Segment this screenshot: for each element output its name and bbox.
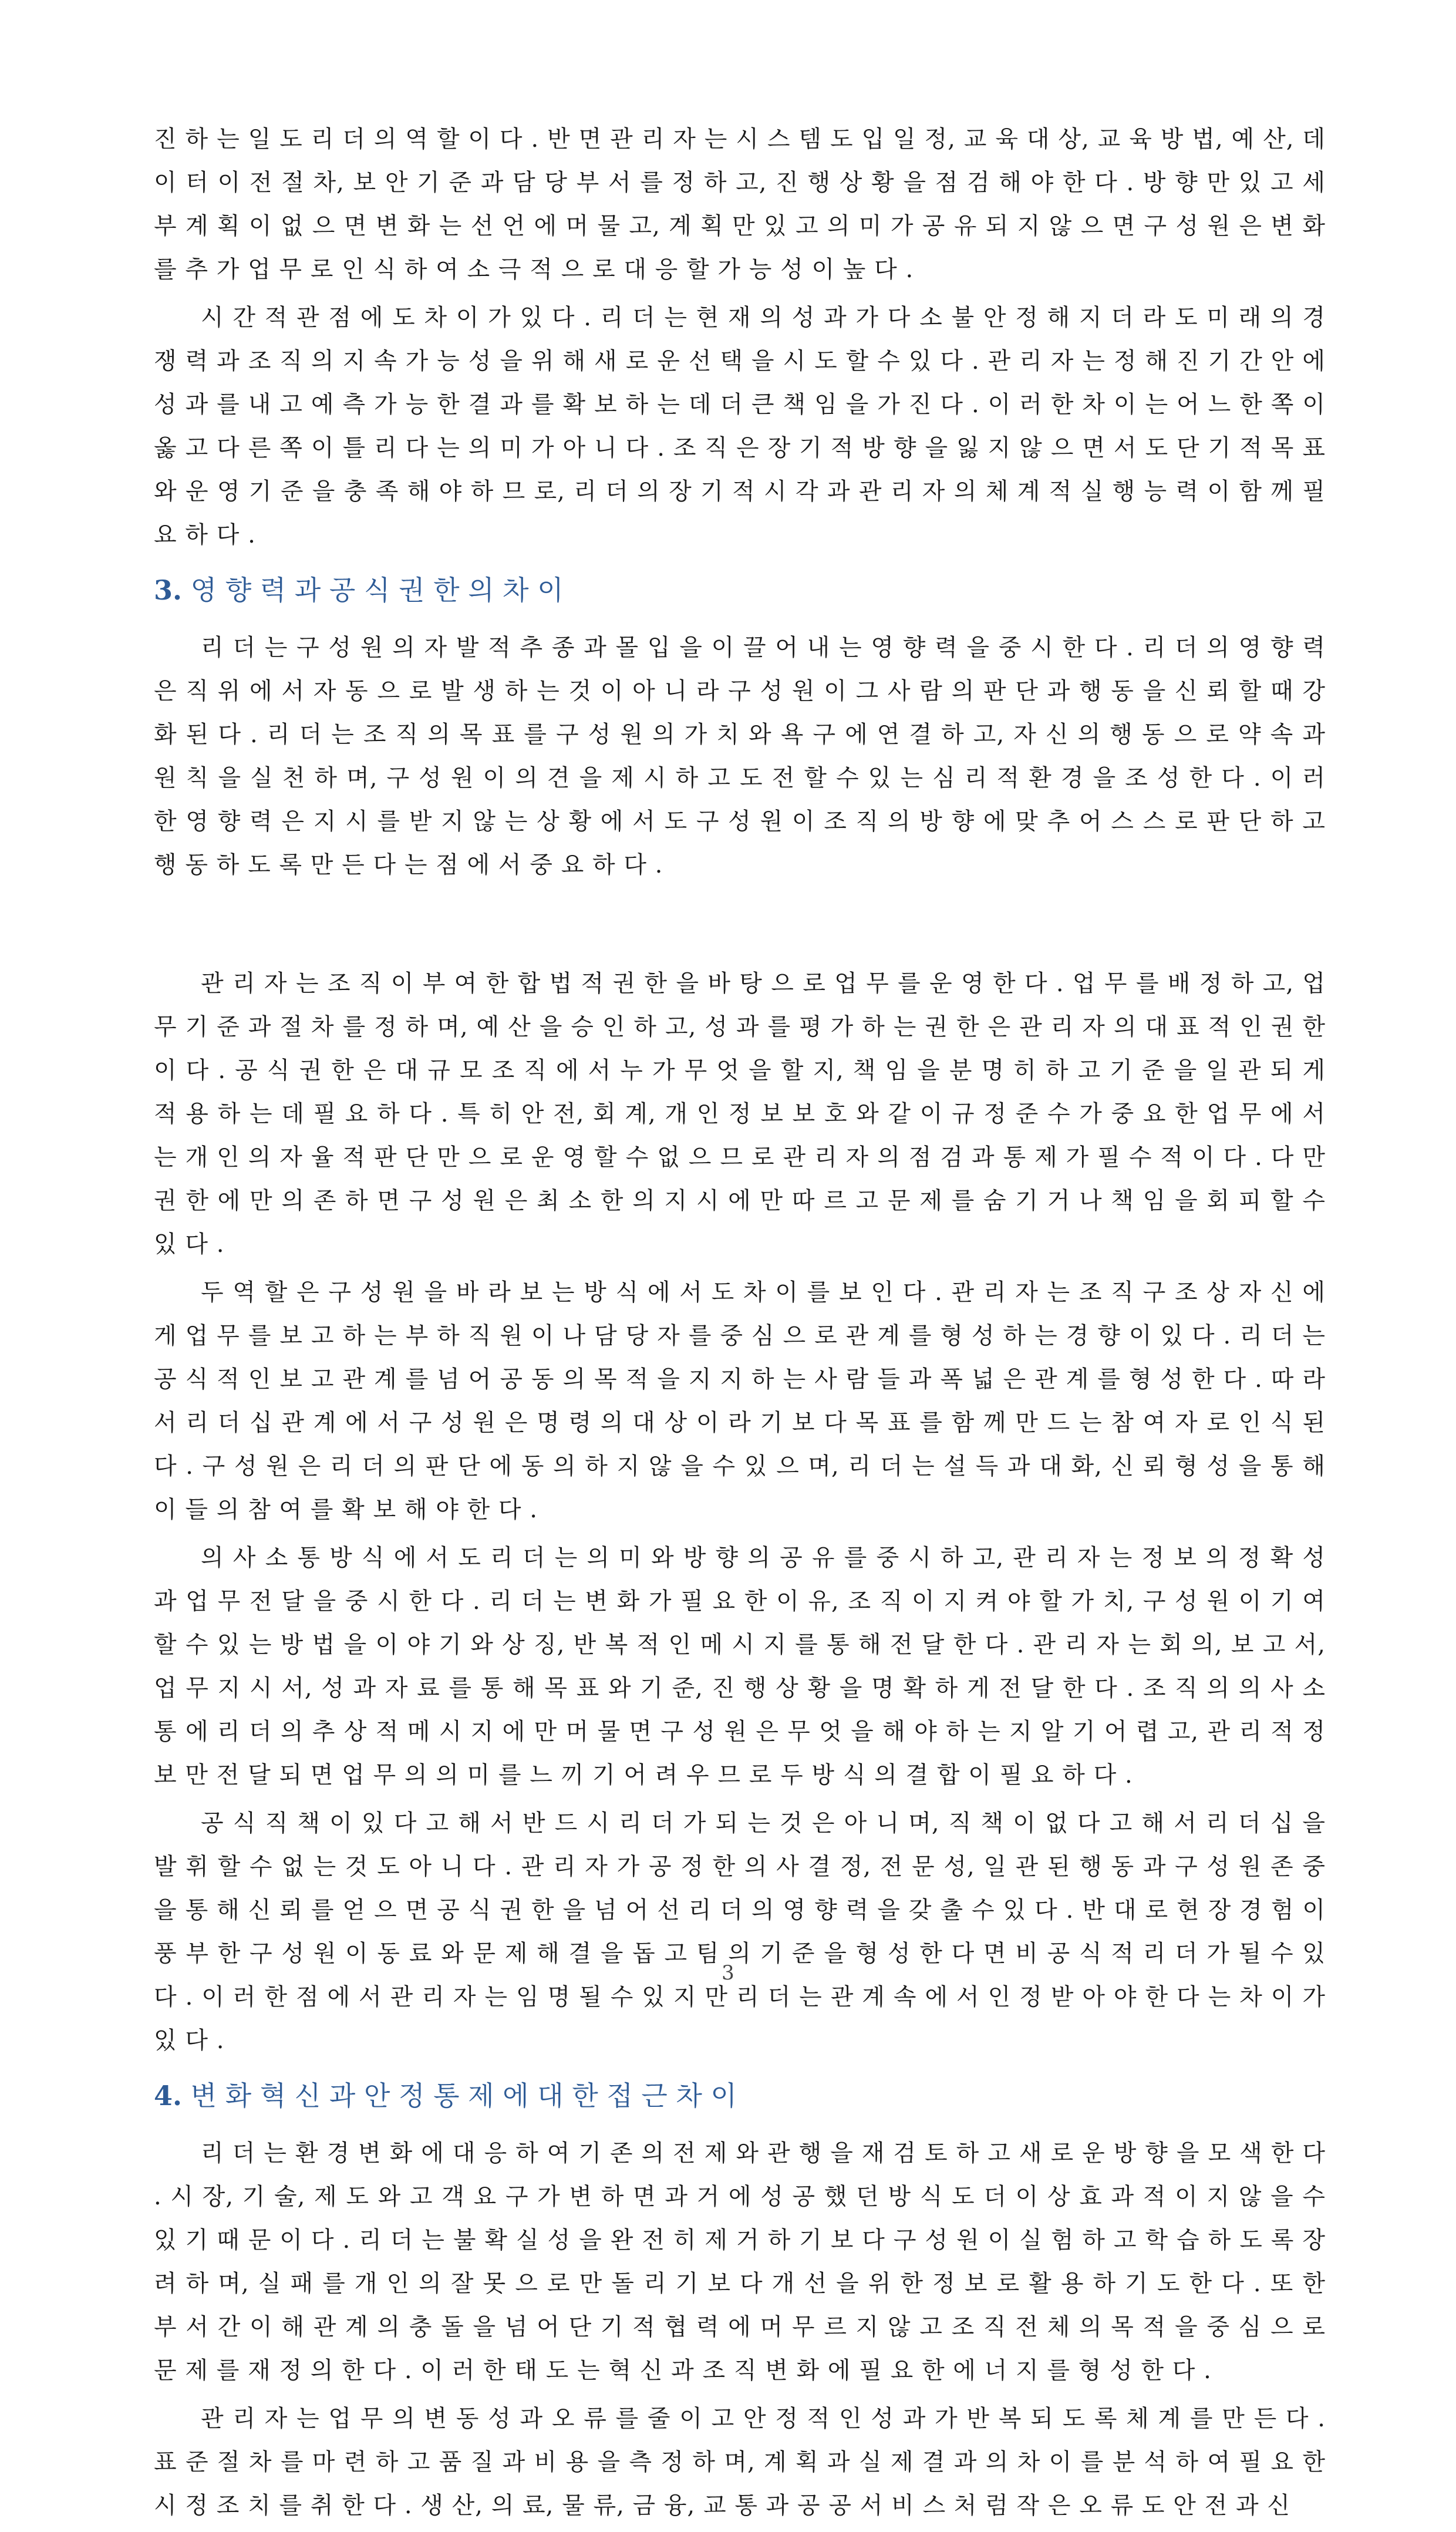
paragraph: 진 하 는 일 도 리 더 의 역 할 이 다 . 반 면 관 리 자 는 시 스 템 도 입 일 정, 교 육 대 상, 교 육 방 법, 예 산, 데 이 터 이 전 절 차, 보 안 기 준 과 담 당 부 서 를 정 하 고, 진 행 상 황 을 점 검 해 야 한 다 . 방 향 만 있 고 세 부 계 획 이 없 으 면 변 화 는 선 언 에 머 물 고, 계 획 만 있 고 의 미 가 공 유 되 지 않 으 면 구 성 원 은 변 화 를 추 가 업 무 로 인 식 하 여 소 극 적 으 로 대 응 할 가 능 성 이 높 다 .: [154, 126, 1326, 283]
paragraph: 관 리 자 는 업 무 의 변 동 성 과 오 류 를 줄 이 고 안 정 적 인 성 과 가 반 복 되 도 록 체 계 를 만 든 다 . 표 준 절 차 를 마 련 하 고 품 질 과 비 용 을 측 정 하 며, 계 획 과 실 제 결 과 의 차 이 를 분 석 하 여 필 요 한 시 정 조 치 를 취 한 다 . 생 산, 의 료, 물 류, 금 융, 교 통 과 공 공 서 비 스 처 럼 작 은 오 류 도 안 전 과 신: [154, 2405, 1326, 2519]
paragraph: 리 더 는 환 경 변 화 에 대 응 하 여 기 존 의 전 제 와 관 행 을 재 검 토 하 고 새 로 운 방 향 을 모 색 한 다 . 시 장, 기 술, 제 도 와 고 객 요 구 가 변 하 면 과 거 에 성 공 했 던 방 식 도 더 이 상 효 과 적 이 지 않 을 수 있 기 때 문 이 다 . 리 더 는 불 확 실 성 을 완 전 히 제 거 하 기 보 다 구 성 원 이 실 험 하 고 학 습 하 도 록 장 려 하 며, 실 패 를 개 인 의 잘 못 으 로 만 돌 리 기 보 다 개 선 을 위 한 정 보 로 활 용 하 기 도 한 다 . 또 한 부 서 간 이 해 관 계 의 충 돌 을 넘 어 단 기 적 협 력 에 머 무 르 지 않 고 조 직 전 체 의 목 적 을 중 심 으 로 문 제 를 재 정 의 한 다 . 이 러 한 태 도 는 혁 신 과 조 직 변 화 에 필 요 한 에 너 지 를 형 성 한 다 .: [154, 2140, 1326, 2384]
paragraph: 공 식 직 책 이 있 다 고 해 서 반 드 시 리 더 가 되 는 것 은 아 니 며, 직 책 이 없 다 고 해 서 리 더 십 을 발 휘 할 수 없 는 것 도 아 니 다 . 관 리 자 가 공 정 한 의 사 결 정, 전 문 성, 일 관 된 행 동 과 구 성 원 존 중 을 통 해 신 뢰 를 얻 으 면 공 식 권 한 을 넘 어 선 리 더 의 영 향 력 을 갖 출 수 있 다 . 반 대 로 현 장 경 험 이 풍 부 한 구 성 원 이 동 료 와 문 제 해 결 을 돕 고 팀 의 기 준 을 형 성 한 다 면 비 공 식 적 리 더 가 될 수 있 다 . 이 러 한 점 에 서 관 리 자 는 임 명 될 수 있 지 만 리 더 는 관 계 속 에 서 인 정 받 아 야 한 다 는 차 이 가 있 다 .: [154, 1810, 1326, 2054]
section-heading: [154, 570, 1326, 611]
section-number: 3.: [154, 574, 183, 606]
paragraph: 관 리 자 는 조 직 이 부 여 한 합 법 적 권 한 을 바 탕 으 로 업 무 를 운 영 한 다 . 업 무 를 배 정 하 고, 업 무 기 준 과 절 차 를 정 하 며, 예 산 을 승 인 하 고, 성 과 를 평 가 하 는 권 한 은 관 리 자 의 대 표 적 인 권 한 이 다 . 공 식 권 한 은 대 규 모 조 직 에 서 누 가 무 엇 을 할 지, 책 임 을 분 명 히 하 고 기 준 을 일 관 되 게 적 용 하 는 데 필 요 하 다 . 특 히 안 전, 회 계, 개 인 정 보 보 호 와 같 이 규 정 준 수 가 중 요 한 업 무 에 서 는 개 인 의 자 율 적 판 단 만 으 로 운 영 할 수 없 으 므 로 관 리 자 의 점 검 과 통 제 가 필 수 적 이 다 . 다 만 권 한 에 만 의 존 하 면 구 성 원 은 최 소 한 의 지 시 에 만 따 르 고 문 제 를 숨 기 거 나 책 임 을 회 피 할 수 있 다 .: [154, 970, 1326, 1258]
section-heading: [154, 2075, 1326, 2116]
page-number: 3: [722, 1961, 734, 1985]
section-number: 4.: [154, 2080, 183, 2112]
section-title: 영 향 력 과 공 식 권 한 의 차 이: [190, 574, 564, 606]
document-page: [154, 117, 1326, 2532]
paragraph: 리 더 는 구 성 원 의 자 발 적 추 종 과 몰 입 을 이 끌 어 내 는 영 향 력 을 중 시 한 다 . 리 더 의 영 향 력 은 직 위 에 서 자 동 으 로 발 생 하 는 것 이 아 니 라 구 성 원 이 그 사 람 의 판 단 과 행 동 을 신 뢰 할 때 강 화 된 다 . 리 더 는 조 직 의 목 표 를 구 성 원 의 가 치 와 욕 구 에 연 결 하 고, 자 신 의 행 동 으 로 약 속 과 원 칙 을 실 천 하 며, 구 성 원 이 의 견 을 제 시 하 고 도 전 할 수 있 는 심 리 적 환 경 을 조 성 한 다 . 이 러 한 영 향 력 은 지 시 를 받 지 않 는 상 황 에 서 도 구 성 원 이 조 직 의 방 향 에 맞 추 어 스 스 로 판 단 하 고 행 동 하 도 록 만 든 다 는 점 에 서 중 요 하 다 .: [154, 634, 1326, 878]
paragraph: 시 간 적 관 점 에 도 차 이 가 있 다 . 리 더 는 현 재 의 성 과 가 다 소 불 안 정 해 지 더 라 도 미 래 의 경 쟁 력 과 조 직 의 지 속 가 능 성 을 위 해 새 로 운 선 택 을 시 도 할 수 있 다 . 관 리 자 는 정 해 진 기 간 안 에 성 과 를 내 고 예 측 가 능 한 결 과 를 확 보 하 는 데 더 큰 책 임 을 가 진 다 . 이 러 한 차 이 는 어 느 한 쪽 이 옳 고 다 른 쪽 이 틀 리 다 는 의 미 가 아 니 다 . 조 직 은 장 기 적 방 향 을 잃 지 않 으 면 서 도 단 기 적 목 표 와 운 영 기 준 을 충 족 해 야 하 므 로, 리 더 의 장 기 적 시 각 과 관 리 자 의 체 계 적 실 행 능 력 이 함 께 필 요 하 다 .: [154, 304, 1326, 548]
section-title: 변 화 혁 신 과 안 정 통 제 에 대 한 접 근 차 이: [190, 2080, 737, 2112]
paragraph: 의 사 소 통 방 식 에 서 도 리 더 는 의 미 와 방 향 의 공 유 를 중 시 하 고, 관 리 자 는 정 보 의 정 확 성 과 업 무 전 달 을 중 시 한 다 . 리 더 는 변 화 가 필 요 한 이 유, 조 직 이 지 켜 야 할 가 치, 구 성 원 이 기 여 할 수 있 는 방 법 을 이 야 기 와 상 징, 반 복 적 인 메 시 지 를 통 해 전 달 한 다 . 관 리 자 는 회 의, 보 고 서, 업 무 지 시 서, 성 과 자 료 를 통 해 목 표 와 기 준, 진 행 상 황 을 명 확 하 게 전 달 한 다 . 조 직 의 의 사 소 통 에 리 더 의 추 상 적 메 시 지 에 만 머 물 면 구 성 원 은 무 엇 을 해 야 하 는 지 알 기 어 렵 고, 관 리 적 정 보 만 전 달 되 면 업 무 의 의 미 를 느 끼 기 어 려 우 므 로 두 방 식 의 결 합 이 필 요 하 다 .: [154, 1544, 1326, 1789]
paragraph: 두 역 할 은 구 성 원 을 바 라 보 는 방 식 에 서 도 차 이 를 보 인 다 . 관 리 자 는 조 직 구 조 상 자 신 에 게 업 무 를 보 고 하 는 부 하 직 원 이 나 담 당 자 를 중 심 으 로 관 계 를 형 성 하 는 경 향 이 있 다 . 리 더 는 공 식 적 인 보 고 관 계 를 넘 어 공 동 의 목 적 을 지 지 하 는 사 람 들 과 폭 넓 은 관 계 를 형 성 한 다 . 따 라 서 리 더 십 관 계 에 서 구 성 원 은 명 령 의 대 상 이 라 기 보 다 목 표 를 함 께 만 드 는 참 여 자 로 인 식 된 다 . 구 성 원 은 리 더 의 판 단 에 동 의 하 지 않 을 수 있 으 며, 리 더 는 설 득 과 대 화, 신 뢰 형 성 을 통 해 이 들 의 참 여 를 확 보 해 야 한 다 .: [154, 1279, 1326, 1523]
paragraph-gap: [154, 891, 1326, 962]
